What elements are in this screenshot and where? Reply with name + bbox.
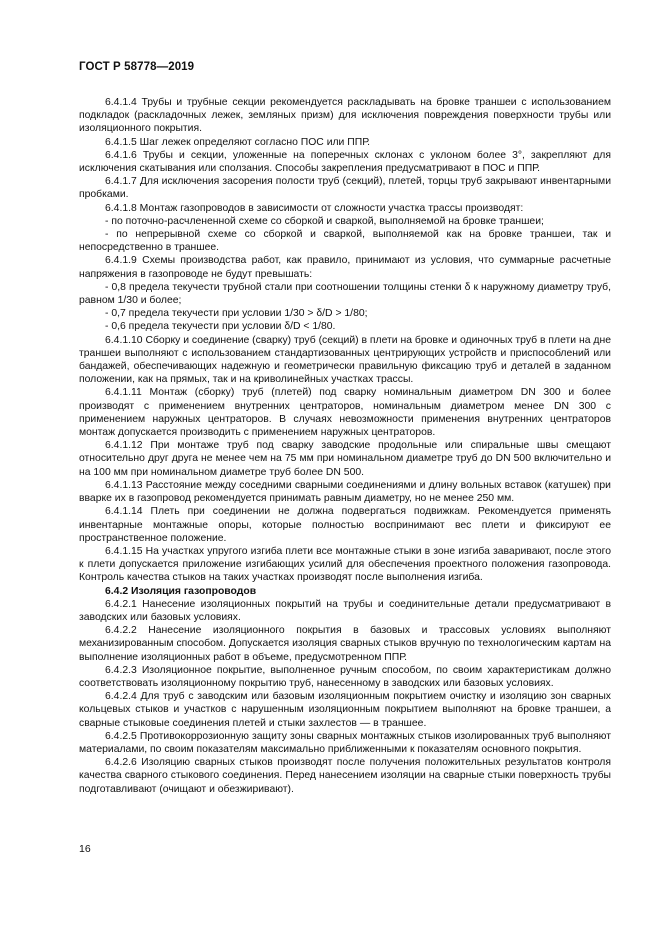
paragraph-6-4-2-1: 6.4.2.1 Нанесение изоляционных покрытий на трубы и соединительные детали предусматривают в заводских или базовых условиях. bbox=[79, 598, 611, 623]
paragraph-6-4-1-15: 6.4.1.15 На участках упругого изгиба плети все монтажные стыки в зоне изгиба заваривают, после этого к плети допускается приложение изгибающих усилий для обеспечения проектного положения газопровода. Контроль качества стыков на таких участках производят после выполнения изгиба. bbox=[79, 545, 611, 584]
document-body bbox=[79, 96, 611, 796]
paragraph-6-4-2-5: 6.4.2.5 Противокоррозионную защиту зоны сварных монтажных стыков изолированных труб выполняют материалами, по своим показателям максимально приближенными к показателям основного покрытия. bbox=[79, 730, 611, 755]
list-item: - 0,8 предела текучести трубной стали при соотношении толщины стенки δ к наружному диаметру труб, равном 1/30 и более; bbox=[79, 281, 611, 307]
document-header: ГОСТ Р 58778—2019 bbox=[79, 61, 195, 73]
list-item: - по поточно-расчлененной схеме со сборкой и сваркой, выполняемой на бровке траншеи; bbox=[105, 215, 544, 227]
list-item: - по непрерывной схеме со сборкой и сваркой, выполняемой как на бровке траншеи, так и непосредственно в траншее. bbox=[79, 229, 611, 254]
paragraph-6-4-2-2: 6.4.2.2 Нанесение изоляционного покрытия в базовых и трассовых условиях выполняют механизированным способом. Допускается изоляция сварных стыков вручную по технологическим картам на выполнение изоляционных работ в объеме, предусмотренном ППР. bbox=[79, 625, 611, 663]
paragraph-6-4-1-14: 6.4.1.14 Плеть при соединении не должна подвергаться подвижкам. Рекомендуется применять инвентарные монтажные опоры, которые полностью воспринимают вес плети и фиксируют ее пространственное положение. bbox=[79, 506, 611, 544]
paragraph-6-4-2-6: 6.4.2.6 Изоляцию сварных стыков производят после получения положительных результатов контроля качества сварного стыкового соединения. Перед нанесением изоляции на сварные стыки поверхность трубы подготавливают (очищают и обезжиривают). bbox=[79, 757, 611, 795]
section-heading-6-4-2: 6.4.2 Изоляция газопроводов bbox=[105, 585, 257, 597]
list-item: - 0,6 предела текучести при условии δ/D < 1/80. bbox=[105, 321, 336, 333]
list-item: - 0,7 предела текучести при условии 1/30 > δ/D > 1/80; bbox=[105, 308, 368, 320]
page-number: 16 bbox=[79, 843, 91, 855]
paragraph-6-4-1-5: 6.4.1.5 Шаг лежек определяют согласно ПОС или ППР. bbox=[105, 136, 371, 148]
paragraph-6-4-1-13: 6.4.1.13 Расстояние между соседними сварными соединениями и длину вольных вставок (катушек) при вварке их в газопровод рекомендуется принимать равным диаметру, но не менее 250 мм. bbox=[79, 479, 611, 505]
paragraph-6-4-1-9: 6.4.1.9 Схемы производства работ, как правило, принимают из условия, что суммарные расчетные напряжения в газопроводе не будут превышать: bbox=[79, 255, 611, 280]
paragraph-6-4-2-3: 6.4.2.3 Изоляционное покрытие, выполненное ручным способом, по своим характеристикам должно соответствовать изоляционному покрытию труб, нанесенному в заводских или базовых условиях. bbox=[79, 664, 611, 689]
paragraph-6-4-1-4: 6.4.1.4 Трубы и трубные секции рекомендуется раскладывать на бровке траншеи с использованием подкладок (раскладочных лежек, земляных призм) для исключения повреждения поверхности трубы или изоляционного покрытия. bbox=[79, 97, 611, 135]
paragraph-6-4-1-7: 6.4.1.7 Для исключения засорения полости труб (секций), плетей, торцы труб закрывают инвентарными пробками. bbox=[79, 176, 611, 201]
paragraph-6-4-1-11: 6.4.1.11 Монтаж (сборку) труб (плетей) под сварку номинальным диаметром DN 300 и более производят с применением внутренних центраторов, номинальным диаметром менее DN 300 с применением наружных центраторов. В случаях невозможности применения внутренних центраторов монтаж допускается производить с применением наружных центраторов. bbox=[79, 387, 611, 439]
paragraph-6-4-1-8: 6.4.1.8 Монтаж газопроводов в зависимости от сложности участка трассы производят: bbox=[105, 202, 524, 214]
paragraph-6-4-1-10: 6.4.1.10 Сборку и соединение (сварку) труб (секций) в плети на бровке и одиночных труб в плети на дне траншеи выполняют с использованием стандартизованных центрирующих устройств и приспособлений или бандажей, обеспечивающих надежную и геометрически правильную фиксацию труб и деталей в заданном положении, как на прямых, так и на криволинейных участках трассы. bbox=[79, 334, 611, 386]
paragraph-6-4-1-6: 6.4.1.6 Трубы и секции, уложенные на поперечных склонах с уклоном более 3°, закрепляют для исключения скатывания или сползания. Способы закрепления предусматривают в ПОС и ППР. bbox=[79, 149, 611, 175]
paragraph-6-4-1-12: 6.4.1.12 При монтаже труб под сварку заводские продольные или спиральные швы смещают относительно друг друга не менее чем на 75 мм при номинальном диаметре труб до DN 500 включительно и на 100 мм при номинальном диаметре труб более DN 500. bbox=[79, 440, 611, 478]
paragraph-6-4-2-4: 6.4.2.4 Для труб с заводским или базовым изоляционным покрытием очистку и изоляцию зон сварных кольцевых стыков и участков с нарушенным изоляционным покрытием выполняют на бровке траншеи, а сварные стыковые соединения плетей и стыки захлестов — в траншее. bbox=[79, 691, 611, 729]
